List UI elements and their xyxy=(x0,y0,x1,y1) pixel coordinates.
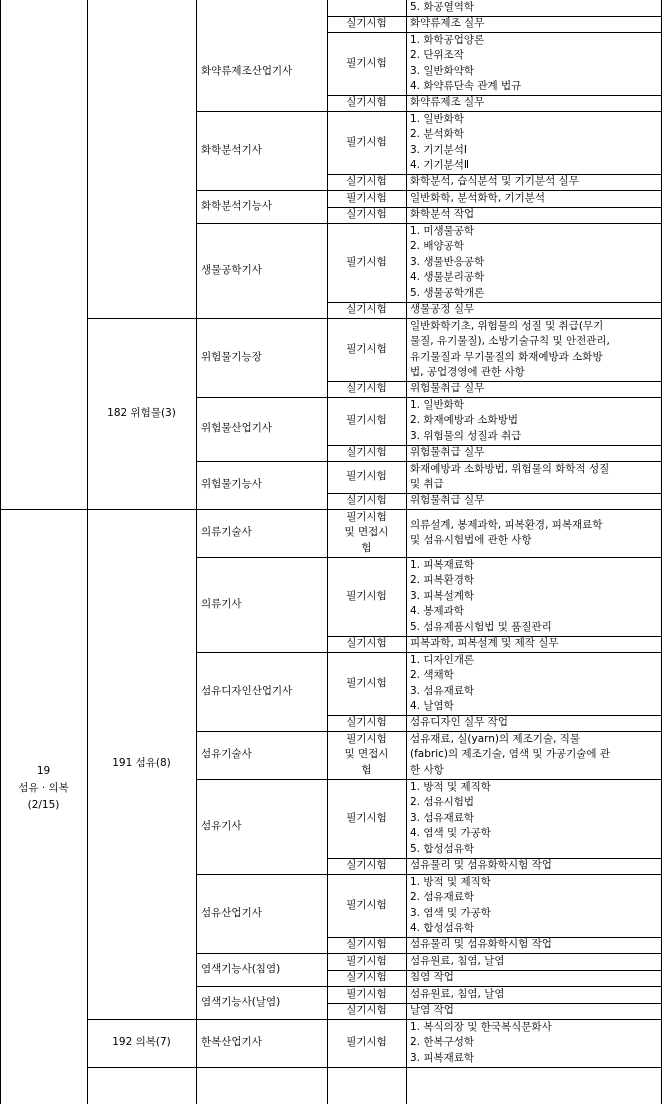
subject-list xyxy=(410,858,659,874)
subject-list xyxy=(410,398,659,445)
subject-line: 및 취급 xyxy=(410,478,444,490)
subject-line: 섬유원료, 침염, 날염 xyxy=(410,954,505,967)
subject-line: 및 섬유시험법에 관한 사항 xyxy=(410,534,532,546)
subject-list xyxy=(410,780,659,858)
subject-line: 2. 피복환경학 xyxy=(410,574,475,587)
exam-type: 필기시험 xyxy=(346,191,387,204)
exam-type: 필기시험 xyxy=(346,898,387,911)
subject-line: 2. 색채학 xyxy=(410,669,454,681)
subject-line: 3. 일반화약학 xyxy=(410,64,475,77)
subject-line: 1. 일반화학 xyxy=(410,398,464,411)
subject-list xyxy=(410,0,659,16)
subject-line: 화약류제조 실무 xyxy=(410,17,485,30)
subject-line: 2. 섬유재료학 xyxy=(410,891,475,903)
subject-line: 및 면접시 xyxy=(344,748,389,761)
subject-line: 1. 방적 및 제직학 xyxy=(410,780,491,793)
field-name: 192 의복(7) xyxy=(112,1036,171,1049)
subject-line: 1. 복식의장 및 한국복식문화사 xyxy=(410,1020,552,1033)
table-rule xyxy=(0,0,1,1104)
table-rule xyxy=(87,0,88,1104)
group-label-line: 19 xyxy=(36,764,51,777)
subject-line: 생물공정 실무 xyxy=(410,303,475,316)
cert-name: 의류기술사 xyxy=(201,526,252,539)
subject-list xyxy=(410,95,659,111)
subject-line: 4. 합성섬유학 xyxy=(410,922,475,934)
exam-type: 필기시험 xyxy=(346,1036,387,1049)
subject-line: 3. 피복재료학 xyxy=(410,1051,475,1064)
cert-name: 섬유기사 xyxy=(201,819,242,832)
subject-line: 일반화학기초, 위험물의 성질 및 취급(무기 xyxy=(410,319,604,332)
subject-line: 화약류제조 실무 xyxy=(410,96,485,109)
subject-list xyxy=(410,462,659,493)
subject-line: 섬유물리 및 섬유화학시험 작업 xyxy=(410,859,552,872)
cert-name: 화학분석기사 xyxy=(201,143,262,156)
subject-line: 2. 섬유시험법 xyxy=(410,796,475,809)
group-label-line: 섬유 · 의복 xyxy=(18,781,69,794)
exam-type: 필기시험 xyxy=(346,414,387,427)
exam-type xyxy=(327,732,406,779)
exam-type: 필기시험 xyxy=(346,470,387,483)
table-rule xyxy=(87,1067,661,1068)
group-label-line: (2/15) xyxy=(27,798,60,811)
subject-line: 2. 한복구성학 xyxy=(410,1036,475,1049)
subject-list xyxy=(410,445,659,461)
subject-line: 날염 작업 xyxy=(410,1004,454,1017)
cert-name: 섬유산업기사 xyxy=(201,906,262,919)
table-rule xyxy=(406,0,407,1104)
subject-list xyxy=(410,174,659,190)
exam-type xyxy=(327,510,406,557)
cert-name: 의류기사 xyxy=(201,597,242,610)
subject-line: 4. 생물분리공학 xyxy=(410,271,485,284)
exam-type: 실기시험 xyxy=(346,208,387,221)
subject-line: 4. 날염학 xyxy=(410,700,454,712)
subject-line: 3. 피복설계학 xyxy=(410,589,475,602)
subject-line: 침염 작업 xyxy=(410,971,454,984)
subject-line: 위험물취급 실무 xyxy=(410,494,485,507)
exam-type: 필기시험 xyxy=(346,676,387,689)
subject-line: 섬유물리 및 섬유화학시험 작업 xyxy=(410,938,552,951)
exam-type: 실기시험 xyxy=(346,175,387,188)
subject-line: 화재예방과 소화방법, 위험물의 화학적 성질 xyxy=(410,462,610,475)
exam-type: 실기시험 xyxy=(346,303,387,316)
subject-line: 3. 섬유재료학 xyxy=(410,684,475,697)
exam-type: 실기시험 xyxy=(346,446,387,459)
subject-line: 5. 합성섬유학 xyxy=(410,842,475,855)
subject-line: 2. 분석화학 xyxy=(410,128,464,140)
subject-list xyxy=(410,715,659,731)
exam-type: 실기시험 xyxy=(346,382,387,395)
table-rule xyxy=(196,16,197,1104)
subject-line: 섬유재료, 실(yarn)의 제조기술, 직물 xyxy=(410,732,581,745)
exam-type: 실기시험 xyxy=(346,971,387,984)
subject-line: 및 면접시 xyxy=(344,526,389,539)
subject-line: 2. 배양공학 xyxy=(410,240,464,253)
exam-type: 실기시험 xyxy=(346,96,387,109)
exam-type: 필기시험 xyxy=(346,589,387,602)
subject-list xyxy=(410,16,659,32)
exam-type: 필기시험 xyxy=(346,56,387,69)
subject-list xyxy=(410,224,659,302)
exam-type: 필기시험 xyxy=(346,342,387,355)
subject-list xyxy=(410,319,659,381)
subject-line: 위험물취급 실무 xyxy=(410,382,485,395)
subject-list xyxy=(410,937,659,953)
cert-name: 섬유기술사 xyxy=(201,748,252,761)
subject-list xyxy=(410,636,659,652)
exam-type: 실기시험 xyxy=(346,859,387,872)
subject-list xyxy=(410,207,659,223)
subject-list xyxy=(410,191,659,207)
subject-list xyxy=(410,33,659,95)
subject-list xyxy=(410,970,659,986)
subject-line: 1. 미생물공학 xyxy=(410,224,475,237)
cert-name: 화약류제조산업기사 xyxy=(201,64,293,77)
subject-line: 유기물질과 무기물질의 화재예방과 소화방 xyxy=(410,350,603,363)
table-rule xyxy=(0,509,661,510)
subject-line: 2. 단위조작 xyxy=(410,49,464,61)
subject-list xyxy=(410,493,659,509)
subject-line: 1. 피복재료학 xyxy=(410,558,475,571)
field-name: 191 섬유(8) xyxy=(112,757,171,770)
exam-type: 실기시험 xyxy=(346,17,387,30)
subject-line: 화학분석, 습식분석 및 기기분석 실무 xyxy=(410,175,579,188)
subject-line: 5. 화공열역학 xyxy=(410,1,475,14)
cert-name: 위험물기능장 xyxy=(201,350,262,363)
exam-type: 실기시험 xyxy=(346,1004,387,1017)
subject-line: 1. 화학공업양론 xyxy=(410,33,485,46)
table-rule xyxy=(327,0,328,1104)
subject-line: 의류설계, 봉제과학, 피복환경, 피복재료학 xyxy=(410,518,603,531)
cert-name: 위험물기능사 xyxy=(201,478,262,491)
subject-list xyxy=(410,653,659,715)
exam-type: 실기시험 xyxy=(346,494,387,507)
subject-list xyxy=(410,954,659,970)
exam-type: 필기시험 xyxy=(346,255,387,268)
subject-line: 법, 공업경영에 관한 사항 xyxy=(410,366,525,378)
table-rule xyxy=(661,0,662,1104)
subject-line: 험 xyxy=(361,541,372,554)
subject-line: 한 사항 xyxy=(410,763,444,776)
exam-type: 실기시험 xyxy=(346,938,387,951)
subject-list xyxy=(410,987,659,1003)
subject-line: 3. 염색 및 가공학 xyxy=(410,906,491,919)
subject-line: 물질, 유기물질), 소방기술규칙 및 안전관리, xyxy=(410,335,610,347)
cert-name: 생물공학기사 xyxy=(201,263,262,276)
subject-list xyxy=(410,732,659,779)
subject-list xyxy=(410,875,659,937)
subject-line: 1. 일반화학 xyxy=(410,112,464,125)
subject-line: 3. 기기분석Ⅰ xyxy=(410,143,468,156)
subject-line: 필기시험 xyxy=(346,510,387,523)
subject-line: 3. 섬유재료학 xyxy=(410,811,475,824)
exam-type: 필기시험 xyxy=(346,811,387,824)
subject-list xyxy=(410,1003,659,1019)
subject-list xyxy=(410,302,659,318)
subject-line: 섬유디자인 실무 작업 xyxy=(410,716,508,729)
exam-type: 실기시험 xyxy=(346,637,387,650)
field-name: 182 위험물(3) xyxy=(107,406,176,419)
exam-type: 필기시험 xyxy=(346,954,387,967)
subject-line: 4. 염색 및 가공학 xyxy=(410,827,491,840)
subject-line: 5. 섬유제품시험법 및 품질관리 xyxy=(410,620,552,633)
subject-line: 위험물취급 실무 xyxy=(410,446,485,459)
exam-type: 실기시험 xyxy=(346,716,387,729)
subject-line: 4. 기기분석Ⅱ xyxy=(410,159,470,171)
subject-list xyxy=(410,1020,659,1067)
subject-line: 4. 봉제과학 xyxy=(410,605,464,618)
subject-line: 필기시험 xyxy=(346,732,387,745)
subject-line: 3. 위험물의 성질과 취급 xyxy=(410,429,522,442)
exam-type: 필기시험 xyxy=(346,987,387,1000)
subject-line: 험 xyxy=(361,763,372,776)
subject-list xyxy=(410,381,659,397)
cert-name: 섬유디자인산업기사 xyxy=(201,684,293,697)
subject-line: 4. 화약류단속 관계 법규 xyxy=(410,80,522,92)
cert-name: 화학분석기능사 xyxy=(201,199,273,212)
subject-line: 화학분석 작업 xyxy=(410,208,475,221)
subject-line: 일반화학, 분석화학, 기기분석 xyxy=(410,191,546,204)
cert-name: 염색기능사(침염) xyxy=(201,962,281,975)
subject-line: 섬유원료, 침염, 날염 xyxy=(410,987,505,1000)
subject-line: (fabric)의 제조기술, 염색 및 가공기술에 관 xyxy=(410,748,611,761)
subject-list xyxy=(410,112,659,174)
group-name xyxy=(0,763,87,814)
cert-name: 한복산업기사 xyxy=(201,1036,262,1049)
exam-type: 필기시험 xyxy=(346,135,387,148)
subject-line: 1. 디자인개론 xyxy=(410,653,475,666)
subject-line: 3. 생물반응공학 xyxy=(410,255,485,268)
subject-line: 2. 화재예방과 소화방법 xyxy=(410,414,518,427)
subject-line: 1. 방적 및 제직학 xyxy=(410,875,491,888)
subject-line: 5. 생물공학개론 xyxy=(410,286,485,299)
cert-name: 위험물산업기사 xyxy=(201,422,273,435)
cert-name: 염색기능사(날염) xyxy=(201,995,281,1008)
subject-list xyxy=(410,518,659,549)
subject-list xyxy=(410,558,659,636)
subject-line: 피복과학, 피복설계 및 제작 실무 xyxy=(410,637,559,650)
